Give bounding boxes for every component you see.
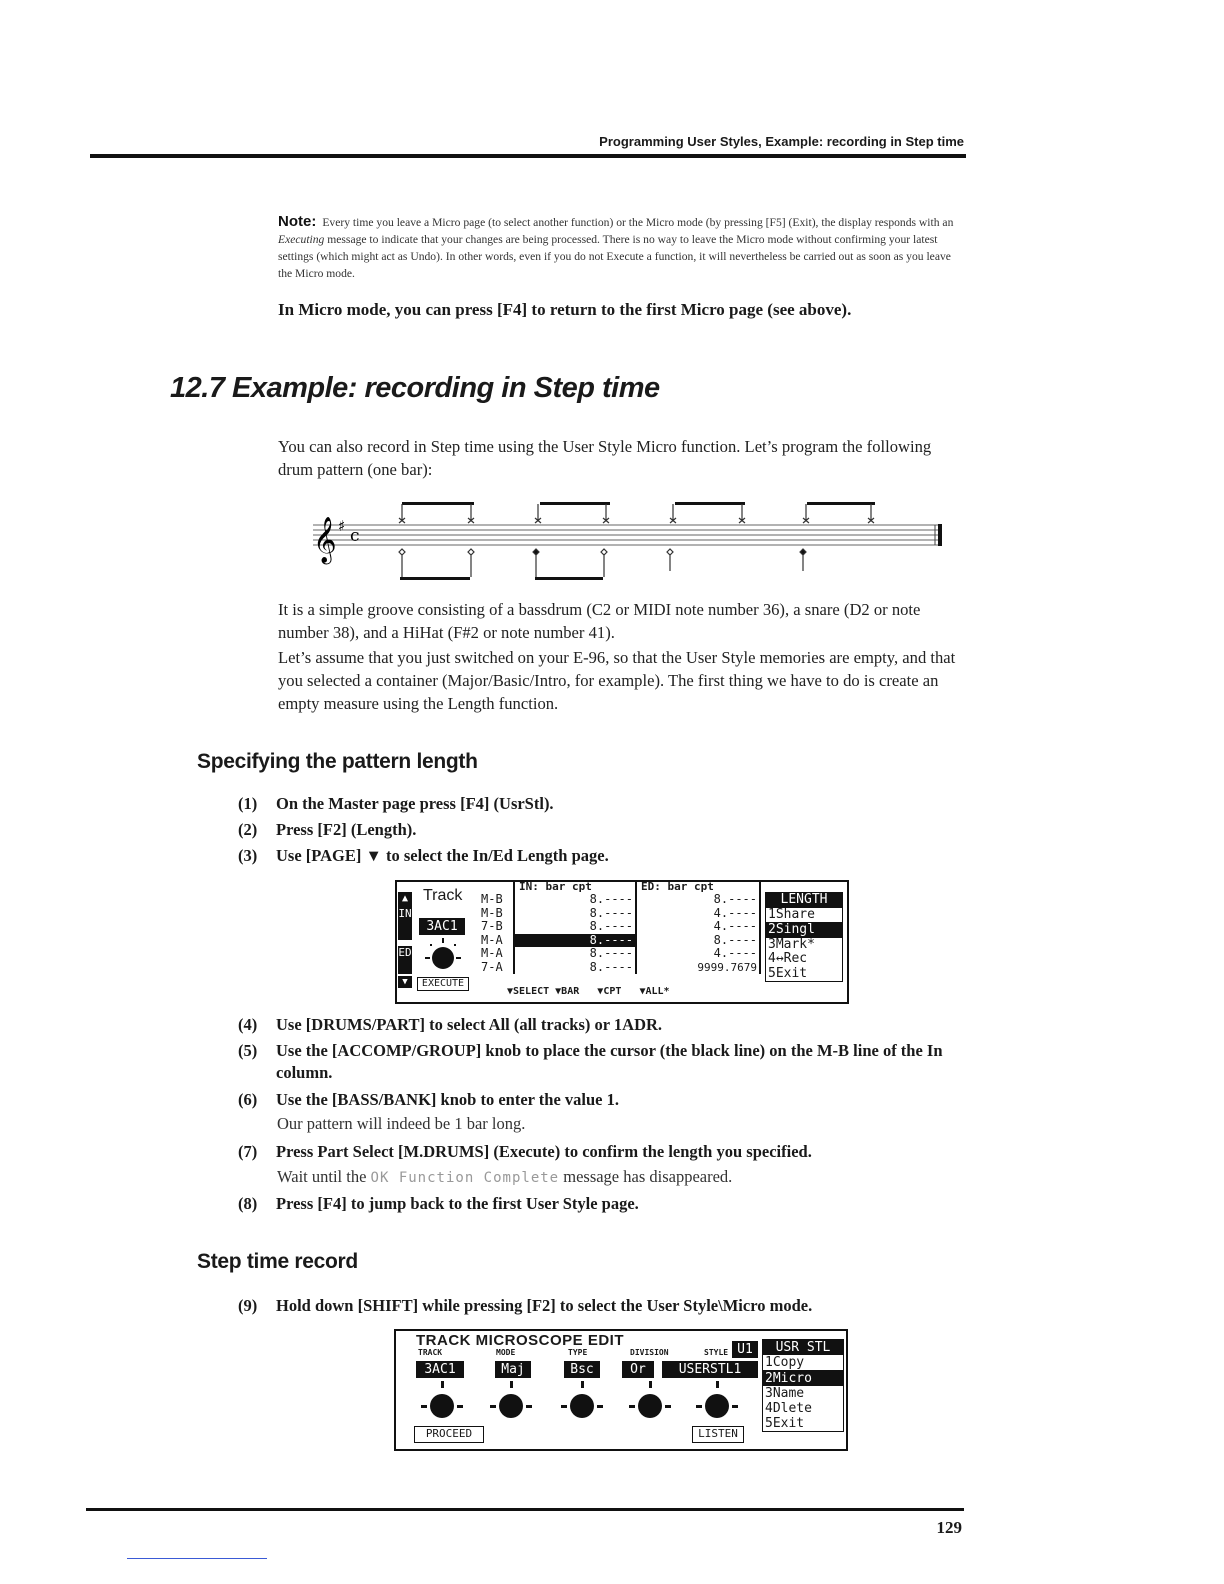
lcd2-knobs xyxy=(414,1379,754,1425)
lcd2-menu-item: 1Copy xyxy=(763,1355,843,1371)
step-1: (1) On the Master page press [F4] (UsrStl). xyxy=(238,794,554,813)
paragraph-assume: Let’s assume that you just switched on your E-96, so that the User Style memories are empty, and that you selected a container (Major/Basic/Intro, for example). The first thing we have to do is create an empty measure using the Length function. xyxy=(278,648,956,713)
lcd-length-menu xyxy=(765,892,843,982)
lcd-row-name: 7-A xyxy=(481,959,503,974)
lcd-row-name: 7-B xyxy=(481,919,503,933)
lcd-ed-value: 8.---- xyxy=(713,892,757,906)
note-text-before: Every time you leave a Micro page (to select another function) or the Micro mode (by pressing [F5] (Exit), the display responds with an xyxy=(322,216,954,229)
lcd-track-value: 3AC1 xyxy=(419,918,465,935)
lcd2-usrstl-menu xyxy=(762,1339,844,1432)
knob-icon xyxy=(629,1381,671,1418)
lcd-ed-value: 4.---- xyxy=(713,946,757,960)
lcd-ed-value: 8.---- xyxy=(713,932,757,947)
lcd-menu-item: 1Share xyxy=(766,908,842,924)
lcd2-col-label: TRACK xyxy=(418,1348,443,1357)
lcd-knob-icon xyxy=(423,938,463,972)
step-6: (6) Use the [BASS/BANK] knob to enter the value 1. xyxy=(238,1090,619,1109)
step-7-note: Wait until the OK Function Complete message has disappeared. xyxy=(277,1167,733,1186)
lcd2-style-value: U1 xyxy=(732,1341,758,1358)
lcd-microscope-page xyxy=(394,1329,848,1451)
lcd2-style-name: USERSTL1 xyxy=(662,1361,758,1378)
note-bold-line: In Micro mode, you can press [F4] to return to the first Micro page (see above). xyxy=(278,300,852,319)
knob-icon xyxy=(561,1381,603,1418)
header-rule xyxy=(90,154,966,158)
lcd2-menu-item: 3Name xyxy=(765,1386,805,1401)
lcd-execute-label: EXECUTE xyxy=(417,977,469,991)
lcd-message-inline: OK Function Complete xyxy=(370,1170,560,1186)
footer-link-underline xyxy=(127,1558,267,1559)
running-header: Programming User Styles, Example: recording in Step time xyxy=(599,134,964,149)
lcd2-column-labels xyxy=(418,1348,758,1360)
lcd-row-names xyxy=(481,893,513,974)
lcd-in-value: 8.---- xyxy=(589,946,633,960)
lcd2-col-label: STYLE xyxy=(704,1348,729,1357)
lcd-length-page xyxy=(395,880,849,1004)
step-9: (9) Hold down [SHIFT] while pressing [F2] to select the User Style\Micro mode. xyxy=(238,1296,813,1315)
step-3: (3) Use [PAGE] ▼ to select the In/Ed Length page. xyxy=(238,846,609,865)
knob-icon xyxy=(490,1381,532,1418)
step-2: (2) Press [F2] (Length). xyxy=(238,820,417,839)
lcd-track-label: Track xyxy=(423,887,463,904)
lcd2-type-value: Bsc xyxy=(564,1361,600,1378)
lcd2-col-label: MODE xyxy=(496,1348,516,1357)
lcd-in-column xyxy=(513,880,637,974)
drum-pattern-staff xyxy=(305,495,955,590)
scroll-up-icon: ▲ xyxy=(398,892,412,906)
lcd2-col-label: DIVISION xyxy=(630,1348,669,1357)
note-text-after: message to indicate that your changes are being processed. There is no way to leave the Micro mode without confirming your latest settings (which might act as Undo). In other words, even if you do not Execute a function, it will nevertheless be carried out as soon as you leave the Micro mode. xyxy=(278,233,951,280)
lcd2-title: TRACK MICROSCOPE EDIT xyxy=(416,1332,625,1349)
subsection-title-step-record: Step time record xyxy=(197,1250,358,1273)
lcd-menu-item: 3Mark* xyxy=(768,936,815,952)
scroll-down-icon: ▼ xyxy=(398,976,412,988)
step-6-note: Our pattern will indeed be 1 bar long. xyxy=(277,1114,526,1133)
lcd-row-name: M-B xyxy=(481,905,503,920)
lcd2-menu-item-selected: 2Micro xyxy=(763,1371,843,1386)
page-number: 129 xyxy=(936,1518,962,1537)
step-8: (8) Press [F4] to jump back to the first User Style page. xyxy=(238,1194,639,1213)
treble-clef-icon: 𝄞 xyxy=(313,517,337,563)
lcd-in-value: 8.---- xyxy=(589,919,633,933)
lcd-row-name: M-A xyxy=(481,932,503,947)
subsection-title-length: Specifying the pattern length xyxy=(197,750,478,773)
lcd-ed-header: ED: bar cpt xyxy=(641,880,714,893)
lcd2-proceed-label: PROCEED xyxy=(414,1426,484,1443)
note-label: Note: xyxy=(278,213,317,230)
lcd-row-name: M-B xyxy=(481,892,503,906)
staff-lines xyxy=(313,525,941,545)
lcd-in-value: 8.---- xyxy=(589,959,633,974)
lcd-ed-column xyxy=(637,880,761,974)
knob-icon xyxy=(696,1381,738,1418)
lcd-ed-value: 4.---- xyxy=(713,919,757,933)
lcd-in-value: 8.---- xyxy=(589,905,633,920)
lcd-ed-value: 4.---- xyxy=(713,905,757,920)
sharp-icon: ♯ xyxy=(338,517,346,535)
step-5: (5) Use the [ACCOMP/GROUP] knob to place the cursor (the black line) on the M-B line of the In column. xyxy=(238,1041,943,1082)
lcd2-listen-label: LISTEN xyxy=(692,1426,744,1443)
lcd-side-in: IN xyxy=(398,906,412,940)
footer-rule xyxy=(86,1508,964,1511)
lcd2-col-label: TYPE xyxy=(568,1348,588,1357)
lcd-menu-item: 5Exit xyxy=(768,965,808,981)
step-7: (7) Press Part Select [M.DRUMS] (Execute) to confirm the length you specified. xyxy=(238,1142,812,1161)
bass-snare-notes xyxy=(399,549,806,577)
lcd2-mode-value: Maj xyxy=(495,1361,531,1378)
lcd-in-header: IN: bar cpt xyxy=(519,880,592,893)
lcd2-menu-item: 4Dlete xyxy=(765,1401,812,1416)
lcd2-track-value: 3AC1 xyxy=(416,1361,464,1378)
lcd-menu-item-selected: 2Singl xyxy=(766,923,842,938)
common-time-icon: c xyxy=(350,526,360,546)
lcd-footer-labels: ▼SELECT ▼BAR ▼CPT ▼ALL* xyxy=(507,986,670,997)
lcd-ed-value: 9999.7679 xyxy=(697,960,757,974)
note-paragraph xyxy=(278,213,964,282)
lcd2-menu-title: USR STL xyxy=(763,1340,843,1355)
paragraph-groove: It is a simple groove consisting of a bassdrum (C2 or MIDI note number 36), a snare (D2 or note number 38), and a HiHat (F#2 or note number 41). xyxy=(278,600,921,642)
section-title: 12.7 Example: recording in Step time xyxy=(170,372,660,404)
lcd-cursor-row: 8.---- xyxy=(515,934,635,948)
lcd-side-ed: ED xyxy=(398,946,412,974)
lcd-menu-title: LENGTH xyxy=(766,893,842,908)
lcd2-division-value: Or xyxy=(622,1361,654,1378)
lcd2-menu-item: 5Exit xyxy=(765,1416,805,1431)
lcd-in-value: 8.---- xyxy=(589,892,633,906)
hihat-notes xyxy=(399,504,874,523)
note-emphasis: Executing xyxy=(278,233,325,246)
lcd-row-name: M-A xyxy=(481,946,503,960)
intro-paragraph: You can also record in Step time using the User Style Micro function. Let’s program the following drum pattern (one bar): xyxy=(278,437,932,479)
step-4: (4) Use [DRUMS/PART] to select All (all tracks) or 1ADR. xyxy=(238,1015,663,1034)
lcd-side-strip xyxy=(398,892,412,988)
lcd-menu-item: 4↔Rec xyxy=(768,951,808,966)
knob-icon xyxy=(421,1381,463,1418)
